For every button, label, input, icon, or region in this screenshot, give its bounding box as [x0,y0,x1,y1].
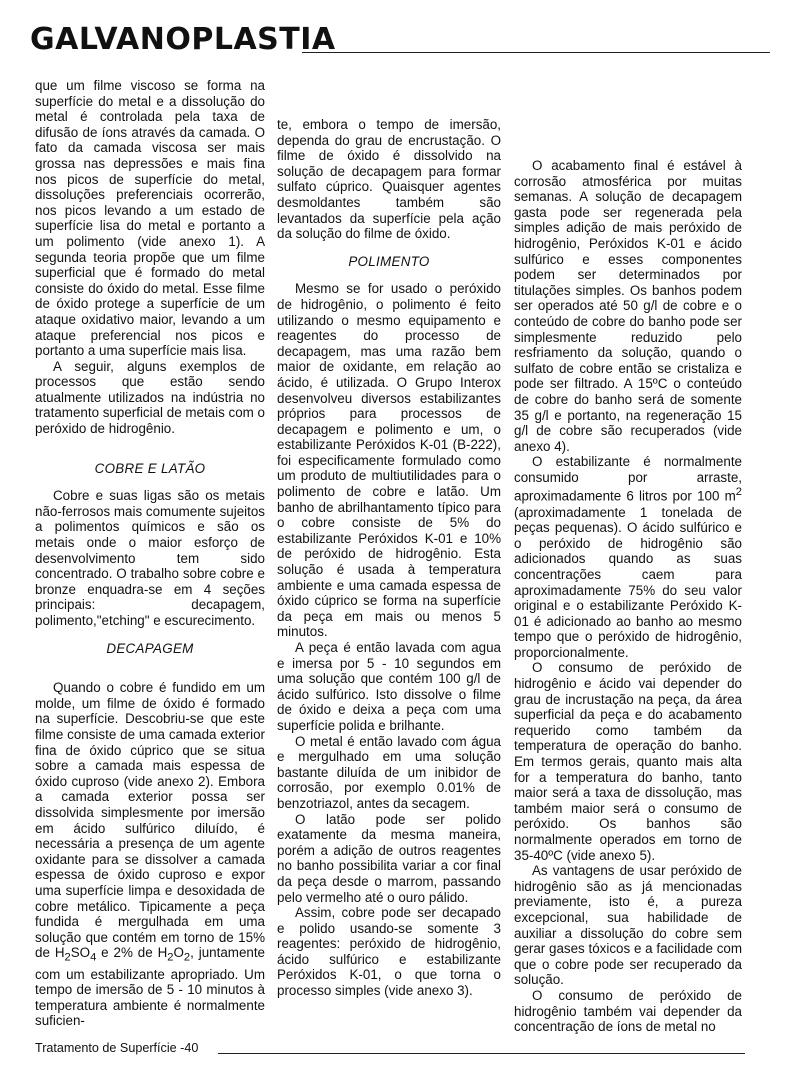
paragraph: A seguir, alguns exemplos de processos que estão sendo atualmente utilizados na indústria no tratamento superficial de metais com o peróxido de hidrogênio. [35,358,265,437]
subheading-polimento: POLIMENTO [348,253,430,269]
paragraph: As vantagens de usar peróxido de hidrogênio são as já mencionadas previamente, isto é, a pureza excepcional, sua habilidade de auxiliar a dissolução do cobre sem gerar gases tóxicos e a facilidade com que o cobre pode ser recuperado da solução. [514,863,742,988]
paragraph: Mesmo se for usado o peróxido de hidrogênio, o polimento é feito utilizando o mesmo equipamento e reagentes do processo de decapagem, mas uma razão bem maior de oxidante, em relação ao ácido, é utilizada. O Grupo Interox desenvolveu diversos estabilizantes próprios para processos de decapagem e polimento e um, o estabilizante Peróxidos K-01 (B-222), foi especificamente formulado como um produto de multiutilidades para o polimento de cobre e latão. Um banho de abrilhantamento típico para o cobre consiste de 5% do estabilizante Peróxidos K-01 e 10% de peróxido de hidrogênio. Esta solução é usada à temperatura ambiente e uma camada espessa de óxido cúprico se forma na superfície da peça em mais ou menos 5 minutos. [277,281,501,640]
paragraph: O acabamento final é estável à corrosão atmosférica por muitas semanas. A solução de decapagem gasta pode ser regenerada pela simples adição de mais peróxido de hidrogênio, Peróxidos K-01 e ácido sulfúrico e esses componentes podem ser determinados por titulações simples. Os banhos podem ser operados até 50 g/l de cobre e o conteúdo de cobre do banho pode ser simplesmente reduzido pelo resfriamento da solução, quando o sulfato de cobre então se cristaliza e pode ser filtrado. A 15ºC o conteúdo de cobre do banho será de somente 35 g/l e portanto, na regeneração 15 g/l de cobre são recuperados (vide anexo 4). [514,158,742,454]
paragraph: A peça é então lavada com agua e imersa por 5 - 10 segundos em uma solução que contém 100 g/l de ácido sulfúrico. Isto dissolve o filme de óxido e deixa a peça com uma superfície polida e brilhante. [277,640,501,733]
column-1 [35,78,265,1029]
paragraph: Assim, cobre pode ser decapado e polido usando-se somente 3 reagentes: peróxido de hidrogênio, ácido sulfúrico e estabilizante Peróxidos K-01, o que torna o processo simples (vide anexo 3). [277,905,501,999]
column-3 [514,158,742,1035]
paragraph: O consumo de peróxido de hidrogênio e ácido vai depender do grau de incrustação na peça, da área superficial da peça e do acabamento requerido como também da temperatura de operação do banho. Em termos gerais, quanto mais alta for a temperatura do banho, tanto maior será a taxa de dissolução, mas também maior será o consumo de peróxido. Os banhos são normalmente operados em torno de 35-40ºC (vide anexo 5). [514,660,742,863]
header-rule [302,52,770,53]
formula-h2o2: $H_2O_2$ [157,945,191,964]
paragraph: O metal é então lavado com água e mergulhado em uma solução bastante diluída de um inibidor de corrosão, por exemplo 0.01% de benzotriazol, antes da secagem. [277,733,501,811]
paragraph-formula: Quando o cobre é fundido em um molde, um filme de óxido é formado na superfície. Descobriu-se que este filme consiste de uma camada exterior fina de óxido cúprico que se situa sobre a camada mais espessa de óxido cuproso (vide anexo 2). Embora a camada exterior possa ser dissolvida simplesmente por imersão em ácido sulfúrico diluído, é necessária a presença de um agente oxidante para se dissolver a camada espessa de óxido cuproso e expor uma superfície limpa e desoxidada de cobre metálico. Tipicamente a peça fundida é mergulhada em uma solução que contém em torno de 15% de $H_2SO_4$ e 2% de $H_2O_2$, juntamente com um estabilizante apropriado. Um tempo de imersão de 5 - 10 minutos à temperatura ambiente é normalmente suficien- [35,680,266,1029]
subheading-cobre-latao: COBRE E LATÃO [94,460,206,476]
page-footer [35,1040,745,1060]
paragraph: Cobre e suas ligas são os metais não-ferrosos mais comumente sujeitos a polimentos químicos e são os metais onde o maior esforço de desenvolvimento tem sido concentrado. O trabalho sobre cobre e bronze enquadra-se em 4 seções principais: decapagem, polimento,"etching" e escurecimento. [35,488,265,628]
footer-rule [218,1053,745,1054]
formula-h2so4: $H_2SO_4$ [54,945,97,964]
subheading-decapagem: DECAPAGEM [106,640,194,656]
paragraph: O consumo de peróxido de hidrogênio também vai depender da concentração de íons de metal no [514,987,742,1035]
column-2 [277,117,501,999]
page-header [30,22,750,62]
section-title: GALVANOPLASTIA [30,22,336,57]
paragraph: que um filme viscoso se forma na superfície do metal e a dissolução do metal é controlada pela taxa de difusão de íons através da camada. O fato da camada viscosa ser mais grossa nas depressões e mais fina nos picos de superfície do metal, dissoluções preferenciais ocorrerão, nos picos levando a um estado de superfície lisa do metal e portanto a um polimento (vide anexo 1). A segunda teoria propõe que um filme superficial que é formado do metal consiste do óxido do metal. Esse filme de óxido protege a superfície de um ataque oxidativo maior, levando a um ataque preferencial nos picos e portanto a uma superfície mais lisa. [35,78,265,359]
paragraph: te, embora o tempo de imersão, dependa do grau de encrustação. O filme de óxido é dissolvido na solução de decapagem para formar sulfato cúprico. Quaisquer agentes desmoldantes também são levantados da superfície pela ação da solução do filme de óxido. [277,117,501,242]
footer-page-label: Tratamento de Superfície -40 [35,1041,199,1055]
paragraph: O latão pode ser polido exatamente da mesma maneira, porém a adição de outros reagentes no banho possibilita variar a cor final da peça desde o marrom, passando pelo vermelho até o ouro pálido. [277,811,501,905]
paragraph-sup: O estabilizante é normalmente consumido por arraste, aproximadamente 6 litros por 100 $m^2$ (aproximadamente 1 tonelada de peças pequenas). O ácido sulfúrico e o peróxido de hidrogênio são adicionados quando as suas concentrações caem para aproximadamente 75% do seu valor original e o estabilizante Peróxido K-01 é adicionado ao banho ao mesmo tempo que o peróxido de hidrogênio, proporcionalmente. [514,454,742,660]
